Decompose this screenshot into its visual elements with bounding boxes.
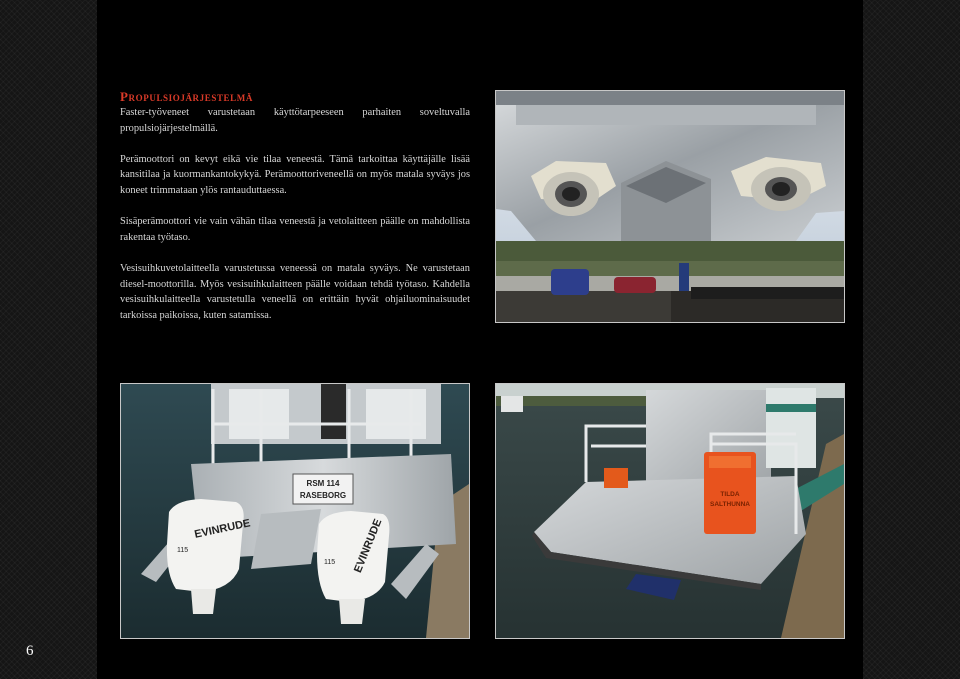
page-number: 6: [26, 643, 34, 659]
paragraph-outboard: Perämoottori on kevyt eikä vie tilaa veneestä. Tämä tarkoittaa käyttäjälle lisää kansitilaa ja kuormankantokykyä. Perämoottoriveneellä on myös matala syväys jos koneet trimmataan ylös rantauduttaessa.: [120, 153, 470, 196]
box-label-line2: SALTHUNNA: [710, 501, 750, 508]
paragraph-intro: Faster-työveneet varustetaan käyttötarpeeseen parhaiten soveltuvalla propulsiojärjestelmällä.: [120, 107, 470, 134]
right-texture-band: [863, 0, 960, 679]
registration-plate-line2: RASEBORG: [299, 491, 347, 500]
engine-right-brand: EVINRUDE: [352, 517, 385, 575]
engine-left-brand: EVINRUDE: [193, 517, 252, 541]
text-column: [120, 89, 470, 339]
box-label-line1: TILDA: [720, 491, 740, 498]
photo-waterjet-units: [495, 90, 845, 323]
photo-work-platform: [495, 383, 845, 639]
paragraph-sterndrive: Sisäperämoottori vie vain vähän tilaa veneestä ja vetolaitteen päälle on mahdollista rakentaa työtaso.: [120, 216, 470, 243]
photo-outboard-engines: [120, 383, 470, 639]
section-heading: Propulsiojärjestelmä: [120, 89, 253, 104]
engine-right-model: 115: [324, 559, 336, 566]
registration-plate-line1: RSM 114: [306, 479, 340, 488]
engine-left-model: 115: [177, 547, 189, 554]
left-texture-band: [0, 0, 97, 679]
paragraph-waterjet: Vesisuihkuvetolaitteella varustetussa veneessä on matala syväys. Ne varustetaan diesel-moottorilla. Myös vesisuihkulaitteen päälle voidaan tehdä työtaso. Kahdella vesisuihkulaitteella varustetulla veneellä on erittäin hyvät ohjailuominaisuudet tarkoissa paikoissa, kuten satamissa.: [120, 262, 470, 321]
